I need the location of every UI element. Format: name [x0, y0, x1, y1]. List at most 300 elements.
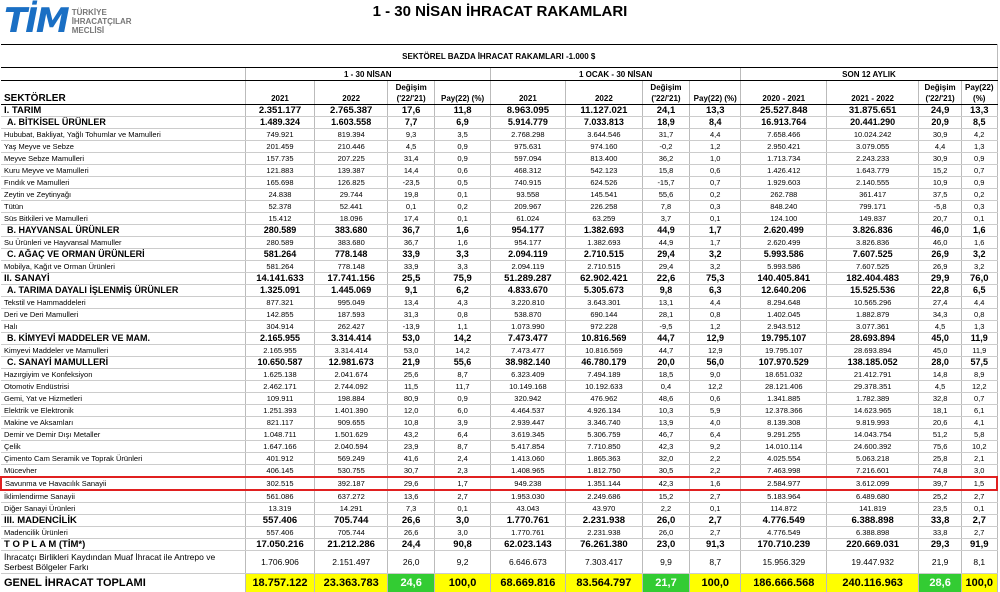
value-cell: 12,9: [690, 345, 741, 357]
grand-total-value: 23.363.783: [315, 574, 388, 592]
table-row: [1, 321, 997, 333]
value-cell: 799.171: [827, 201, 919, 213]
value-cell: 15.956.329: [741, 551, 827, 574]
value-cell: 56,0: [690, 357, 741, 369]
value-cell: 1.625.138: [245, 369, 315, 381]
value-cell: 42,3: [642, 441, 689, 453]
value-cell: 7.216.601: [827, 465, 919, 478]
value-cell: 13,3: [690, 105, 741, 117]
value-cell: 3.079.055: [827, 141, 919, 153]
value-cell: 19.795.107: [741, 333, 827, 345]
value-cell: 62.023.143: [490, 539, 565, 551]
sector-name: A. TARIMA DAYALI İŞLENMİŞ ÜRÜNLER: [1, 285, 245, 297]
value-cell: 819.394: [315, 129, 388, 141]
value-cell: 2.584.977: [741, 477, 827, 490]
value-cell: 46,7: [642, 429, 689, 441]
value-cell: 14.623.965: [827, 405, 919, 417]
value-cell: 33,8: [919, 527, 962, 539]
value-cell: 8,7: [690, 551, 741, 574]
value-cell: 114.872: [741, 503, 827, 515]
value-cell: 2,2: [642, 503, 689, 515]
value-cell: 6.489.680: [827, 490, 919, 503]
value-cell: 8,9: [962, 369, 997, 381]
report-title: 1 - 30 NİSAN İHRACAT RAKAMLARI: [0, 3, 1000, 20]
sector-name: Mücevher: [1, 465, 245, 478]
sector-name: Kuru Meyve ve Mamulleri: [1, 165, 245, 177]
value-cell: 9.291.255: [741, 429, 827, 441]
value-cell: 7,3: [388, 503, 435, 515]
value-cell: 25,6: [388, 369, 435, 381]
value-cell: 20,9: [919, 117, 962, 129]
value-cell: 3,5: [435, 129, 491, 141]
value-cell: 187.593: [315, 309, 388, 321]
value-cell: 2.249.686: [565, 490, 642, 503]
table-row: [1, 527, 997, 539]
value-cell: 0,1: [435, 213, 491, 225]
value-cell: 34,3: [919, 309, 962, 321]
value-cell: 2,7: [690, 515, 741, 527]
value-cell: 4.776.549: [741, 515, 827, 527]
sector-name: Tütün: [1, 201, 245, 213]
report-header: [0, 0, 1000, 44]
value-cell: 19,8: [388, 189, 435, 201]
value-cell: 14,2: [435, 345, 491, 357]
value-cell: 7.473.477: [490, 345, 565, 357]
grand-total-change: 24,6: [388, 574, 435, 592]
value-cell: 6,9: [435, 117, 491, 129]
value-cell: 1.770.761: [490, 515, 565, 527]
table-row-group: [1, 515, 997, 527]
value-cell: 557.406: [245, 527, 315, 539]
value-cell: 705.744: [315, 515, 388, 527]
value-cell: 43.970: [565, 503, 642, 515]
value-cell: 20.441.290: [827, 117, 919, 129]
value-cell: 23,9: [388, 441, 435, 453]
value-cell: 1.426.412: [741, 165, 827, 177]
value-cell: 46,0: [919, 225, 962, 237]
table-title-row: [1, 45, 997, 68]
value-cell: 4,3: [435, 297, 491, 309]
value-cell: 4.926.134: [565, 405, 642, 417]
table-row-group: [1, 285, 997, 297]
value-cell: 182.404.483: [827, 273, 919, 285]
sector-name: Madencilik Ürünleri: [1, 527, 245, 539]
value-cell: 1.382.693: [565, 225, 642, 237]
value-cell: 12,2: [690, 381, 741, 393]
value-cell: 2,1: [962, 453, 997, 465]
value-cell: 53,0: [388, 345, 435, 357]
value-cell: 9,2: [435, 551, 491, 574]
value-cell: 53,0: [388, 333, 435, 345]
value-cell: -0,2: [642, 141, 689, 153]
value-cell: 52.441: [315, 201, 388, 213]
value-cell: 198.884: [315, 393, 388, 405]
value-cell: 0,7: [962, 393, 997, 405]
table-row: [1, 503, 997, 515]
value-cell: 2.765.387: [315, 105, 388, 117]
value-cell: 28.693.894: [827, 333, 919, 345]
value-cell: 46.780.179: [565, 357, 642, 369]
value-cell: 48,6: [642, 393, 689, 405]
value-cell: 14.141.633: [245, 273, 315, 285]
sector-name: Çimento Cam Seramik ve Toprak Ürünleri: [1, 453, 245, 465]
value-cell: 5,8: [962, 429, 997, 441]
value-cell: 10,9: [919, 177, 962, 189]
value-cell: 8,7: [435, 441, 491, 453]
value-cell: 11,9: [962, 345, 997, 357]
value-cell: 2.151.497: [315, 551, 388, 574]
value-cell: 15.412: [245, 213, 315, 225]
table-row-group: [1, 117, 997, 129]
value-cell: 7.658.466: [741, 129, 827, 141]
value-cell: 975.631: [490, 141, 565, 153]
value-cell: 2.710.515: [565, 261, 642, 273]
table-row: [1, 441, 997, 453]
value-cell: 7,8: [642, 201, 689, 213]
table-row: [1, 129, 997, 141]
value-cell: 0,2: [690, 189, 741, 201]
value-cell: 7.303.417: [565, 551, 642, 574]
value-cell: 561.086: [245, 490, 315, 503]
share-header: Pay(22) (%): [962, 81, 997, 105]
table-row: [1, 429, 997, 441]
value-cell: -5,8: [919, 201, 962, 213]
value-cell: 13,6: [388, 490, 435, 503]
col-header: 2021: [490, 81, 565, 105]
value-cell: 12,9: [690, 333, 741, 345]
value-cell: 361.417: [827, 189, 919, 201]
value-cell: 974.160: [565, 141, 642, 153]
value-cell: 9,0: [690, 369, 741, 381]
value-cell: 10.565.296: [827, 297, 919, 309]
value-cell: 2.243.233: [827, 153, 919, 165]
value-cell: 10,2: [962, 441, 997, 453]
value-cell: 1.713.734: [741, 153, 827, 165]
value-cell: 0,4: [642, 381, 689, 393]
value-cell: 5.306.759: [565, 429, 642, 441]
value-cell: 5.993.586: [741, 261, 827, 273]
value-cell: 55,6: [435, 357, 491, 369]
table-row: [1, 141, 997, 153]
value-cell: 302.515: [245, 477, 315, 490]
value-cell: 21,9: [919, 551, 962, 574]
period-header-row: [1, 68, 997, 81]
value-cell: 26,0: [642, 515, 689, 527]
table-row: [1, 453, 997, 465]
logo-line-1: TÜRKİYE: [72, 8, 107, 17]
value-cell: 28.693.894: [827, 345, 919, 357]
value-cell: 5.993.586: [741, 249, 827, 261]
value-cell: 949.238: [490, 477, 565, 490]
value-cell: 10.192.633: [565, 381, 642, 393]
sector-name: II. SANAYİ: [1, 273, 245, 285]
value-cell: 3,0: [435, 527, 491, 539]
sector-name: Kimyevi Maddeler ve Mamulleri: [1, 345, 245, 357]
value-cell: 0,6: [435, 165, 491, 177]
value-cell: 3.220.810: [490, 297, 565, 309]
value-cell: 13.319: [245, 503, 315, 515]
value-cell: 1.782.389: [827, 393, 919, 405]
grand-total-value: 83.564.797: [565, 574, 642, 592]
value-cell: 6,5: [962, 285, 997, 297]
value-cell: 15.525.536: [827, 285, 919, 297]
value-cell: 14,4: [388, 165, 435, 177]
grand-total-value: 186.666.568: [741, 574, 827, 592]
value-cell: 0,6: [690, 165, 741, 177]
value-cell: 0,1: [690, 213, 741, 225]
value-cell: 401.912: [245, 453, 315, 465]
table-row-group: [1, 249, 997, 261]
grand-total-label: GENEL İHRACAT TOPLAMI: [1, 574, 245, 592]
value-cell: 11,8: [435, 105, 491, 117]
value-cell: 813.400: [565, 153, 642, 165]
value-cell: 13,1: [642, 297, 689, 309]
value-cell: 2.351.177: [245, 105, 315, 117]
value-cell: 2,7: [962, 515, 997, 527]
value-cell: 749.921: [245, 129, 315, 141]
period-ytd: 1 OCAK - 30 NİSAN: [490, 68, 741, 81]
value-cell: 38.982.140: [490, 357, 565, 369]
value-cell: 778.148: [315, 261, 388, 273]
value-cell: 2.094.119: [490, 261, 565, 273]
value-cell: 12,0: [388, 405, 435, 417]
value-cell: 8.139.308: [741, 417, 827, 429]
value-cell: 7.607.525: [827, 261, 919, 273]
value-cell: 20,0: [642, 357, 689, 369]
sector-name: Deri ve Deri Mamulleri: [1, 309, 245, 321]
value-cell: 93.558: [490, 189, 565, 201]
value-cell: 8,4: [690, 117, 741, 129]
value-cell: 28.121.406: [741, 381, 827, 393]
value-cell: 0,8: [690, 309, 741, 321]
table-row: [1, 153, 997, 165]
value-cell: 1,7: [435, 477, 491, 490]
value-cell: 45,0: [919, 333, 962, 345]
value-cell: 30,7: [388, 465, 435, 478]
value-cell: 557.406: [245, 515, 315, 527]
value-cell: 126.825: [315, 177, 388, 189]
sector-name: Su Ürünleri ve Hayvansal Mamuller: [1, 237, 245, 249]
value-cell: -9,5: [642, 321, 689, 333]
value-cell: 2.939.447: [490, 417, 565, 429]
value-cell: 3,2: [962, 261, 997, 273]
value-cell: 0,8: [962, 309, 997, 321]
value-cell: 569.249: [315, 453, 388, 465]
value-cell: 530.755: [315, 465, 388, 478]
table-row: [1, 477, 997, 490]
value-cell: 1,3: [962, 141, 997, 153]
table-row: [1, 297, 997, 309]
table-row-group: [1, 273, 997, 285]
value-cell: 7,7: [388, 117, 435, 129]
value-cell: 26,6: [388, 527, 435, 539]
value-cell: 157.735: [245, 153, 315, 165]
value-cell: 972.228: [565, 321, 642, 333]
value-cell: 1,2: [690, 321, 741, 333]
value-cell: 4,4: [962, 297, 997, 309]
value-cell: 406.145: [245, 465, 315, 478]
value-cell: 4,4: [690, 129, 741, 141]
change-header: Değişim ('22/'21): [388, 81, 435, 105]
column-header-row: [1, 81, 997, 105]
value-cell: 1.770.761: [490, 527, 565, 539]
value-cell: 75,6: [919, 441, 962, 453]
value-cell: 33,9: [388, 249, 435, 261]
value-cell: 75,9: [435, 273, 491, 285]
value-cell: 2,7: [690, 527, 741, 539]
value-cell: 2.768.298: [490, 129, 565, 141]
sector-name: Süs Bitkileri ve Mamulleri: [1, 213, 245, 225]
value-cell: 24,4: [388, 539, 435, 551]
value-cell: 637.272: [315, 490, 388, 503]
sector-name: Çelik: [1, 441, 245, 453]
value-cell: 2.041.674: [315, 369, 388, 381]
value-cell: 7.710.850: [565, 441, 642, 453]
value-cell: 25.527.848: [741, 105, 827, 117]
change-header: Değişim ('22/'21): [919, 81, 962, 105]
value-cell: 12.378.366: [741, 405, 827, 417]
value-cell: 4,4: [919, 141, 962, 153]
value-cell: 21.212.286: [315, 539, 388, 551]
value-cell: 1,5: [962, 477, 997, 490]
value-cell: 0,1: [690, 503, 741, 515]
sector-name: Hububat, Bakliyat, Yağlı Tohumlar ve Mamulleri: [1, 129, 245, 141]
value-cell: 13,3: [962, 105, 997, 117]
value-cell: 29,9: [919, 273, 962, 285]
value-cell: 51.289.287: [490, 273, 565, 285]
value-cell: 1,7: [690, 237, 741, 249]
value-cell: 109.911: [245, 393, 315, 405]
value-cell: 3.314.414: [315, 333, 388, 345]
value-cell: 46,0: [919, 237, 962, 249]
value-cell: 209.967: [490, 201, 565, 213]
value-cell: 107.970.529: [741, 357, 827, 369]
value-cell: 304.914: [245, 321, 315, 333]
value-cell: 2,7: [435, 490, 491, 503]
value-cell: 30,5: [642, 465, 689, 478]
value-cell: 29,3: [919, 539, 962, 551]
value-cell: 262.788: [741, 189, 827, 201]
value-cell: 2.040.594: [315, 441, 388, 453]
value-cell: 7.494.189: [565, 369, 642, 381]
value-cell: 36,2: [642, 153, 689, 165]
value-cell: 3,0: [435, 515, 491, 527]
value-cell: 14.043.754: [827, 429, 919, 441]
sector-name: B. KİMYEVİ MADDELER VE MAM.: [1, 333, 245, 345]
value-cell: 4,5: [388, 141, 435, 153]
table-row: [1, 261, 997, 273]
value-cell: 11,9: [962, 333, 997, 345]
value-cell: 6,4: [435, 429, 491, 441]
value-cell: -23,5: [388, 177, 435, 189]
value-cell: 1,6: [962, 237, 997, 249]
value-cell: 5.417.854: [490, 441, 565, 453]
value-cell: 10.816.569: [565, 345, 642, 357]
value-cell: 76.261.380: [565, 539, 642, 551]
value-cell: 62.902.421: [565, 273, 642, 285]
value-cell: 29,4: [642, 249, 689, 261]
value-cell: 31,3: [388, 309, 435, 321]
sector-name: C. SANAYİ MAMULLERİ: [1, 357, 245, 369]
value-cell: 31.875.651: [827, 105, 919, 117]
col-header: 2020 - 2021: [741, 81, 827, 105]
value-cell: 0,2: [962, 189, 997, 201]
value-cell: 0,5: [435, 177, 491, 189]
value-cell: 44,7: [642, 345, 689, 357]
value-cell: 13,4: [388, 297, 435, 309]
value-cell: 29,4: [642, 261, 689, 273]
value-cell: 17.050.216: [245, 539, 315, 551]
value-cell: 26,9: [919, 249, 962, 261]
value-cell: 2.165.955: [245, 345, 315, 357]
value-cell: 0,6: [690, 393, 741, 405]
value-cell: 220.669.031: [827, 539, 919, 551]
value-cell: 6.646.673: [490, 551, 565, 574]
col-header: 2021 - 2022: [827, 81, 919, 105]
value-cell: 3,9: [435, 417, 491, 429]
value-cell: 1,6: [690, 477, 741, 490]
sector-name: B. HAYVANSAL ÜRÜNLER: [1, 225, 245, 237]
value-cell: 44,7: [642, 333, 689, 345]
sector-name: A. BİTKİSEL ÜRÜNLER: [1, 117, 245, 129]
value-cell: 26,0: [388, 551, 435, 574]
grand-total-value: 100,0: [435, 574, 491, 592]
value-cell: 9.819.993: [827, 417, 919, 429]
value-cell: 45,0: [919, 345, 962, 357]
value-cell: 91,3: [690, 539, 741, 551]
value-cell: 26,9: [919, 261, 962, 273]
value-cell: 1,7: [690, 225, 741, 237]
value-cell: 4,0: [690, 417, 741, 429]
value-cell: 12.981.673: [315, 357, 388, 369]
value-cell: 2,7: [690, 490, 741, 503]
value-cell: 10,8: [388, 417, 435, 429]
value-cell: 1.402.045: [741, 309, 827, 321]
grand-total-value: 240.116.963: [827, 574, 919, 592]
value-cell: 1.603.558: [315, 117, 388, 129]
value-cell: 778.148: [315, 249, 388, 261]
value-cell: 14.291: [315, 503, 388, 515]
value-cell: 7.473.477: [490, 333, 565, 345]
sector-name: Gemi, Yat ve Hizmetleri: [1, 393, 245, 405]
value-cell: 12,2: [962, 381, 997, 393]
sector-name: İklimlendirme Sanayii: [1, 490, 245, 503]
sector-name: Yaş Meyve ve Sebze: [1, 141, 245, 153]
value-cell: 18.096: [315, 213, 388, 225]
col-header: 2022: [315, 81, 388, 105]
value-cell: 7.033.813: [565, 117, 642, 129]
value-cell: 3,2: [690, 261, 741, 273]
value-cell: 740.915: [490, 177, 565, 189]
value-cell: 15,2: [919, 165, 962, 177]
value-cell: 2.165.955: [245, 333, 315, 345]
value-cell: 581.264: [245, 261, 315, 273]
value-cell: 392.187: [315, 477, 388, 490]
value-cell: 280.589: [245, 237, 315, 249]
sector-name: Hazırgiyim ve Konfeksiyon: [1, 369, 245, 381]
table-row: [1, 213, 997, 225]
value-cell: 3,2: [962, 249, 997, 261]
col-header: 2021: [245, 81, 315, 105]
value-cell: 383.680: [315, 237, 388, 249]
sector-name: III. MADENCİLİK: [1, 515, 245, 527]
value-cell: 3.346.740: [565, 417, 642, 429]
logo-line-3: MECLİSİ: [72, 26, 104, 35]
value-cell: 90,8: [435, 539, 491, 551]
value-cell: 36,7: [388, 237, 435, 249]
value-cell: 139.387: [315, 165, 388, 177]
value-cell: 32,0: [642, 453, 689, 465]
